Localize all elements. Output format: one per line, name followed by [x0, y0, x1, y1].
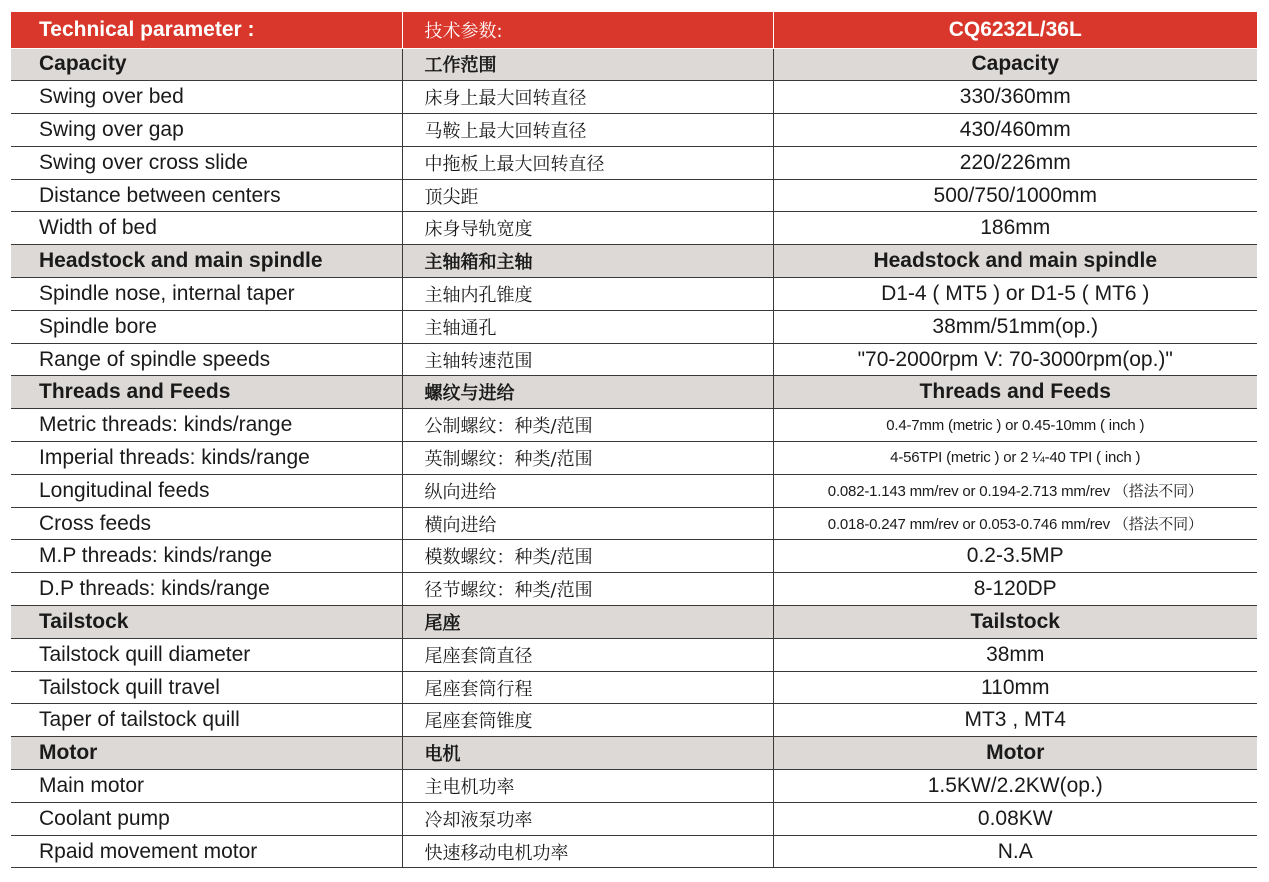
table-body	[11, 48, 1257, 868]
parameter-name-cn: 尾座套筒锥度	[402, 704, 773, 737]
header-chinese-title: 技术参数:	[402, 12, 773, 48]
parameter-name-en: Spindle nose, internal taper	[11, 278, 402, 311]
parameter-value: MT3 , MT4	[773, 704, 1257, 737]
parameter-name-en: Imperial threads: kinds/range	[11, 442, 402, 475]
parameter-name-en: Rpaid movement motor	[11, 835, 402, 868]
parameter-name-en: Tailstock quill diameter	[11, 638, 402, 671]
parameter-name-cn: 模数螺纹：种类/范围	[402, 540, 773, 573]
parameter-value: 110mm	[773, 671, 1257, 704]
parameter-name-en: Tailstock quill travel	[11, 671, 402, 704]
parameter-name-cn: 主轴转速范围	[402, 343, 773, 376]
table-row	[11, 638, 1257, 671]
parameter-name-en: Headstock and main spindle	[11, 245, 402, 278]
technical-parameter-table	[11, 12, 1257, 868]
table-row	[11, 770, 1257, 803]
table-row	[11, 278, 1257, 311]
parameter-name-cn: 冷却液泵功率	[402, 802, 773, 835]
parameter-name-cn: 径节螺纹：种类/范围	[402, 573, 773, 606]
parameter-name-cn: 主轴箱和主轴	[402, 245, 773, 278]
parameter-name-cn: 纵向进给	[402, 474, 773, 507]
parameter-value: N.A	[773, 835, 1257, 868]
parameter-name-en: Coolant pump	[11, 802, 402, 835]
table-row	[11, 573, 1257, 606]
parameter-name-cn: 床身上最大回转直径	[402, 81, 773, 114]
parameter-name-en: Main motor	[11, 770, 402, 803]
section-header-row	[11, 376, 1257, 409]
parameter-name-cn: 尾座套筒行程	[402, 671, 773, 704]
parameter-value: D1-4 ( MT5 ) or D1-5 ( MT6 )	[773, 278, 1257, 311]
parameter-name-en: Spindle bore	[11, 310, 402, 343]
parameter-value: 0.4-7mm (metric ) or 0.45-10mm ( inch )	[773, 409, 1257, 442]
parameter-name-en: Distance between centers	[11, 179, 402, 212]
table-row	[11, 81, 1257, 114]
parameter-value: Capacity	[773, 48, 1257, 81]
parameter-name-cn: 螺纹与进给	[402, 376, 773, 409]
table-row	[11, 442, 1257, 475]
parameter-value: 430/460mm	[773, 114, 1257, 147]
parameter-name-en: Range of spindle speeds	[11, 343, 402, 376]
parameter-name-en: D.P threads: kinds/range	[11, 573, 402, 606]
parameter-value: 4-56TPI (metric ) or 2 ¼-40 TPI ( inch )	[773, 442, 1257, 475]
parameter-value: 0.082-1.143 mm/rev or 0.194-2.713 mm/rev （搭法不同）	[773, 474, 1257, 507]
parameter-name-en: Swing over cross slide	[11, 146, 402, 179]
parameter-name-cn: 电机	[402, 737, 773, 770]
table-row	[11, 507, 1257, 540]
parameter-name-en: Taper of tailstock quill	[11, 704, 402, 737]
parameter-value: 0.08KW	[773, 802, 1257, 835]
parameter-value: "70-2000rpm V: 70-3000rpm(op.)"	[773, 343, 1257, 376]
parameter-name-en: M.P threads: kinds/range	[11, 540, 402, 573]
spec-sheet	[11, 12, 1257, 868]
parameter-name-en: Width of bed	[11, 212, 402, 245]
parameter-name-cn: 主电机功率	[402, 770, 773, 803]
table-row	[11, 671, 1257, 704]
parameter-name-en: Swing over bed	[11, 81, 402, 114]
parameter-value: 1.5KW/2.2KW(op.)	[773, 770, 1257, 803]
parameter-value: 38mm	[773, 638, 1257, 671]
parameter-value: Motor	[773, 737, 1257, 770]
table-row	[11, 212, 1257, 245]
parameter-name-en: Tailstock	[11, 606, 402, 639]
header-english-title: Technical parameter :	[11, 12, 402, 48]
section-header-row	[11, 737, 1257, 770]
parameter-value: 220/226mm	[773, 146, 1257, 179]
parameter-name-en: Longitudinal feeds	[11, 474, 402, 507]
parameter-name-cn: 主轴通孔	[402, 310, 773, 343]
parameter-name-cn: 横向进给	[402, 507, 773, 540]
table-row	[11, 343, 1257, 376]
table-row	[11, 540, 1257, 573]
parameter-value: Tailstock	[773, 606, 1257, 639]
table-row	[11, 704, 1257, 737]
table-header-row	[11, 12, 1257, 48]
table-row	[11, 835, 1257, 868]
parameter-value: 0.2-3.5MP	[773, 540, 1257, 573]
parameter-value: 500/750/1000mm	[773, 179, 1257, 212]
table-row	[11, 802, 1257, 835]
parameter-value: 186mm	[773, 212, 1257, 245]
parameter-value: Headstock and main spindle	[773, 245, 1257, 278]
table-row	[11, 114, 1257, 147]
parameter-name-cn: 尾座	[402, 606, 773, 639]
table-row	[11, 474, 1257, 507]
parameter-value: 8-120DP	[773, 573, 1257, 606]
table-row	[11, 310, 1257, 343]
parameter-name-en: Cross feeds	[11, 507, 402, 540]
section-header-row	[11, 245, 1257, 278]
section-header-row	[11, 606, 1257, 639]
parameter-name-cn: 工作范围	[402, 48, 773, 81]
parameter-name-en: Metric threads: kinds/range	[11, 409, 402, 442]
section-header-row	[11, 48, 1257, 81]
table-row	[11, 409, 1257, 442]
parameter-name-cn: 主轴内孔锥度	[402, 278, 773, 311]
parameter-value: 38mm/51mm(op.)	[773, 310, 1257, 343]
parameter-value: Threads and Feeds	[773, 376, 1257, 409]
parameter-name-en: Capacity	[11, 48, 402, 81]
table-row	[11, 179, 1257, 212]
parameter-name-en: Threads and Feeds	[11, 376, 402, 409]
parameter-name-cn: 马鞍上最大回转直径	[402, 114, 773, 147]
parameter-name-cn: 快速移动电机功率	[402, 835, 773, 868]
table-row	[11, 146, 1257, 179]
parameter-name-cn: 公制螺纹：种类/范围	[402, 409, 773, 442]
parameter-name-cn: 尾座套筒直径	[402, 638, 773, 671]
parameter-name-cn: 顶尖距	[402, 179, 773, 212]
header-model: CQ6232L/36L	[773, 12, 1257, 48]
parameter-name-en: Motor	[11, 737, 402, 770]
parameter-name-cn: 英制螺纹：种类/范围	[402, 442, 773, 475]
parameter-name-en: Swing over gap	[11, 114, 402, 147]
parameter-name-cn: 床身导轨宽度	[402, 212, 773, 245]
parameter-value: 0.018-0.247 mm/rev or 0.053-0.746 mm/rev （搭法不同）	[773, 507, 1257, 540]
parameter-name-cn: 中拖板上最大回转直径	[402, 146, 773, 179]
parameter-value: 330/360mm	[773, 81, 1257, 114]
